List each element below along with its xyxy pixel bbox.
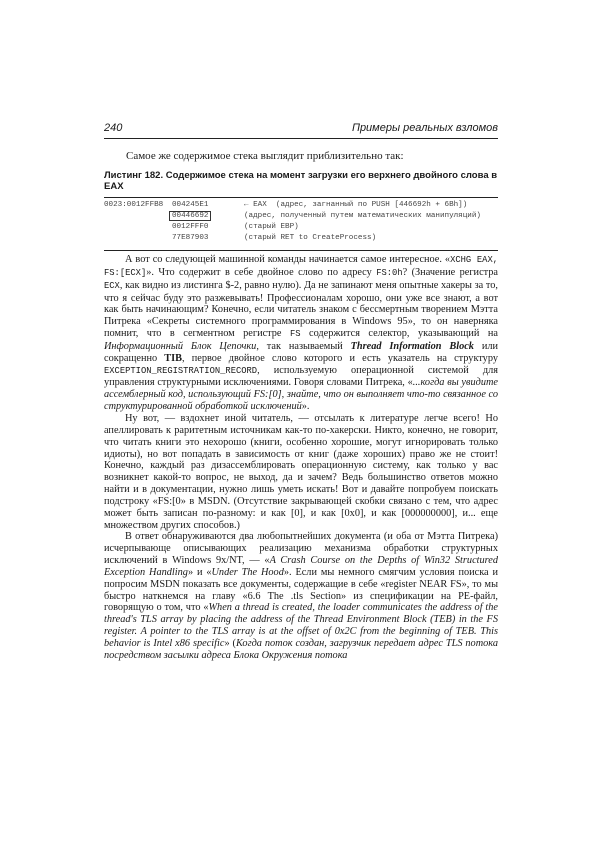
code-value bbox=[172, 211, 244, 222]
inline-code: ECX bbox=[104, 280, 120, 291]
code-address bbox=[104, 211, 172, 222]
italic-title: Under The Hood bbox=[211, 566, 284, 578]
text-run: » и « bbox=[187, 566, 212, 578]
text-run: , первое двойное слово которого и есть указатель на структуру bbox=[182, 352, 498, 364]
code-value: 0012FFF0 bbox=[172, 223, 209, 231]
code-comment: ← EAX (адрес, загнанный по PUSH [446692h + 6Bh]) bbox=[244, 201, 468, 209]
code-comment: (старый EBP) bbox=[244, 223, 299, 231]
text-run: ». Что содержит в себе двойное слово по адресу bbox=[146, 266, 377, 278]
italic-quote: Когда поток создан, загрузчик передает адрес TLS потока посредством засылки адреса Блока Окружения потока bbox=[104, 638, 498, 661]
code-address bbox=[104, 222, 172, 233]
page-header bbox=[104, 122, 498, 139]
code-address bbox=[104, 233, 172, 244]
bold-italic-term: Thread Information Block bbox=[350, 340, 474, 352]
paragraph: Ну вот, — вздохнет иной читатель, — отсылать к литературе легче всего! Но апеллировать к раритетным источникам как-то по-хакерски. Никто, конечно, не говорит, что читать книги это нехорошо (книги, особенно хорошие, могут игнорировать только идиоты), но вот попадать в зависимость от книг (даже хороших) право же не стоит! Конечно, каждый раз дизассемблировать операционную систему, как только у вас возникнет какой-то вопрос, не выход, да и зачем? Ведь большинство ответов можно найти и в документации, нужно лишь уметь искать! Вот и давайте попробуем поискать подстроку «FS:[0» в MSDN. (Отсутствие закрывающей скобки связано с тем, что адрес может быть записан по-разному: и как [0], и как [0x0], и как [000000000], и... еще множеством других способов.) bbox=[104, 412, 498, 531]
italic-quote: ...когда вы увидите ассемблерный код, использующий FS:[0], знайте, что он выполняет что-то связанное со структурированной обработкой исключений bbox=[104, 377, 498, 413]
text-run: содержится селектор, указывающий на bbox=[300, 328, 498, 340]
italic-quote: When a thread is created, the loader communicates the address of the thread's TLS array by placing the address of the Thread Environment Block (TEB) in the FS register. A pointer to the TLS array is at the offset of 0x2C from the beginning of TEB. This behavior is Intel x86 specific bbox=[104, 602, 498, 649]
text-run: , используемую операционной системой для управления структурными исключениями. Говоря словами Питрека, « bbox=[104, 364, 498, 389]
text-run: , как видно из листинга $-2, равно нулю). Да не запинают меня опытные хакеры за то, что я сейчас буду это разжевывать! Профессионалам хорошо, они уже все знают, а вот как быть начинающим? Конечно, если читатель знаком с бессмертным творением Мэтта Питрека «Секреты системного программирования в Windows 95», то он наверняка помнит, что в сегментном регистре bbox=[104, 279, 498, 340]
code-value: 77E87903 bbox=[172, 234, 209, 242]
inline-code: FS:0h bbox=[376, 267, 403, 278]
inline-code: FS bbox=[289, 329, 301, 340]
code-value: 004245E1 bbox=[172, 201, 209, 209]
boxed-value: 00446692 bbox=[169, 211, 211, 221]
text-run: В ответ обнаруживаются два любопытнейших документа (и оба от Мэтта Питрека) исчерпывающе описывающих реализацию механизма обработки структурных исключений в Windows 9x/NT, — « bbox=[104, 531, 498, 567]
code-line bbox=[104, 200, 498, 211]
italic-title: A Crash Course on the Depths of Win32 Structured Exception Handling bbox=[104, 555, 499, 578]
code-line bbox=[104, 233, 498, 244]
text-run: » ( bbox=[224, 638, 236, 649]
code-line bbox=[104, 222, 498, 233]
body-text bbox=[104, 254, 498, 662]
text-run: А вот со следующей машинной команды начинается самое интересное. « bbox=[125, 254, 451, 265]
code-comment: (адрес, полученный путем математических манипуляций) bbox=[244, 212, 481, 220]
bold-term: TIB bbox=[164, 352, 183, 364]
code-comment: (старый RET to CreateProcess) bbox=[244, 234, 377, 242]
code-listing bbox=[104, 200, 498, 244]
code-address: 0023:0012FFB8 bbox=[104, 201, 164, 209]
paragraph bbox=[104, 254, 498, 413]
paragraph bbox=[104, 531, 498, 661]
code-line bbox=[104, 211, 498, 222]
inline-code: EXCEPTION_REGISTRATION_RECORD bbox=[104, 365, 258, 376]
running-title: Примеры реальных взломов bbox=[351, 122, 498, 134]
text-run: или сокращенно bbox=[104, 340, 499, 364]
text-run: ? (Значение регистра bbox=[402, 266, 498, 278]
listing-intro-text: Самое же содержимое стека выглядит приблизительно так: bbox=[126, 150, 404, 162]
text-run: , так называемый bbox=[256, 340, 351, 352]
listing-caption: Листинг 182. Содержимое стека на момент загрузки его верхнего двойного слова в EAX bbox=[104, 170, 498, 198]
inline-code: XCHG EAX, FS:[ECX] bbox=[104, 255, 498, 278]
listing-bottom-rule bbox=[104, 250, 498, 251]
text-run: ». Если мы немного смягчим условия поиска и попросим MSDN показать все документы, содержащие в себе «register NEAR FS», то мы быстро наткнемся на главу «6.6 The .tls Section» из спецификации на PE-файл, говорящую о том, что « bbox=[104, 566, 498, 614]
page-number: 240 bbox=[104, 122, 123, 134]
italic-term: Информационный Блок Цепочки bbox=[104, 340, 257, 352]
text-run: ». bbox=[301, 401, 310, 413]
